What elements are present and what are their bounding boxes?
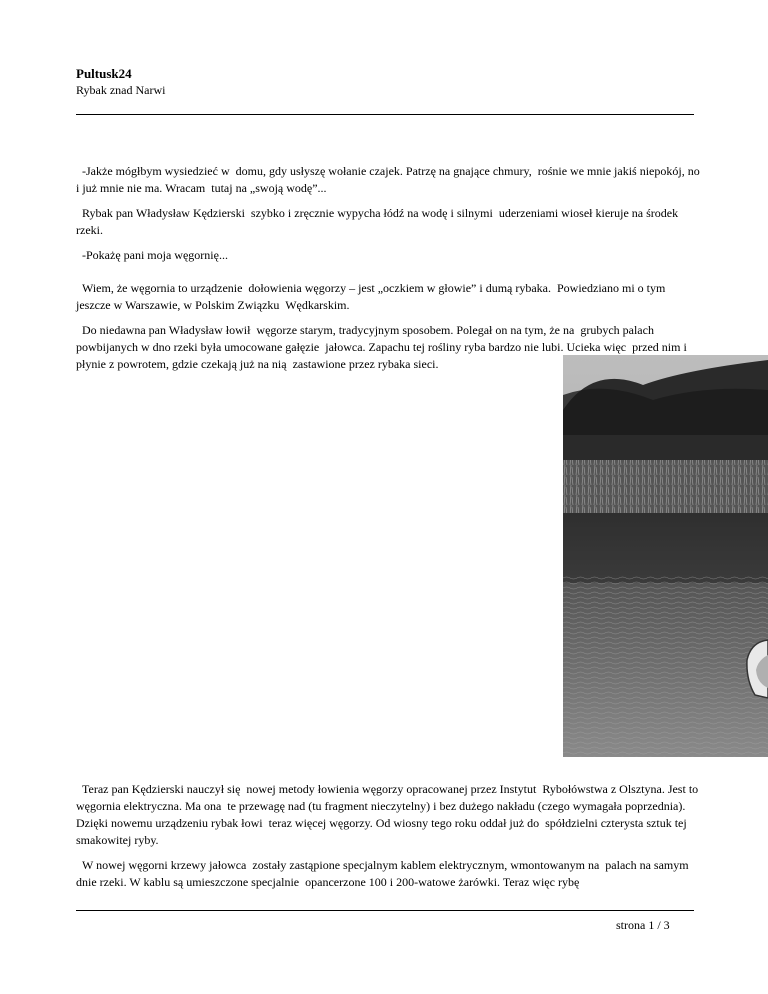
paragraph-5: Do niedawna pan Władysław łowił węgorze starym, tradycyjnym sposobem. Polegał on na tym, że na grubych palach powbijanych w dno rzeki była umocowane gałęzie jałowca. Zapachu tej rośliny ryba bardzo nie lubi. Ucieka więc przed nim i płynie z powrotem, gdzie czekają już na nią zastawione przez rybaka sieci. [76, 323, 690, 371]
river-photo [563, 355, 768, 757]
article-subtitle: Rybak znad Narwi [76, 83, 166, 97]
paragraph-6: Teraz pan Kędzierski nauczył się nowej metody łowienia węgorzy opracowanej przez Instytut Rybołówstwa z Olsztyna. Jest to węgornia elektryczna. Ma ona te przewagę nad (tu fragment nieczytelny) i bez dużego nakładu (czego wymagała poprzednia). Dzięki nowemu urządzeniu rybak łowi teraz więcej węgorzy. Od wiosny tego roku oddał już do spółdzielni czterysta sztuk tej smakowitej ryby. [76, 782, 702, 847]
paragraph-4: Wiem, że węgornia to urządzenie dołowienia węgorzy – jest „oczkiem w głowie” i dumą rybaka. Powiedziano mi o tym jeszcze w Warszawie, w Polskim Związku Wędkarskim. [76, 281, 669, 312]
site-title: Pultusk24 [76, 66, 132, 81]
paragraph-7: W nowej węgorni krzewy jałowca zostały zastąpione specjalnym kablem elektrycznym, wmontowanym na palach na samym dnie rzeki. W kablu są umieszczone specjalnie opancerzone 100 i 200-watowe żarówki. Teraz więc rybę [76, 858, 692, 889]
header-divider [76, 114, 694, 115]
page-number: strona 1 / 3 [616, 918, 670, 932]
paragraph-3: -Pokażę pani moja węgornię... [76, 248, 228, 262]
paragraph-1: -Jakże mógłbym wysiedzieć w domu, gdy usłyszę wołanie czajek. Patrzę na gnające chmury, rośnie we mnie jakiś niepokój, no i już mnie nie ma. Wracam tutaj na „swoją wodę”... [76, 164, 703, 195]
footer-divider [76, 910, 694, 911]
paragraph-2: Rybak pan Władysław Kędzierski szybko i zręcznie wypycha łódź na wodę i silnymi uderzeniami wioseł kieruje na środek rzeki. [76, 206, 682, 237]
